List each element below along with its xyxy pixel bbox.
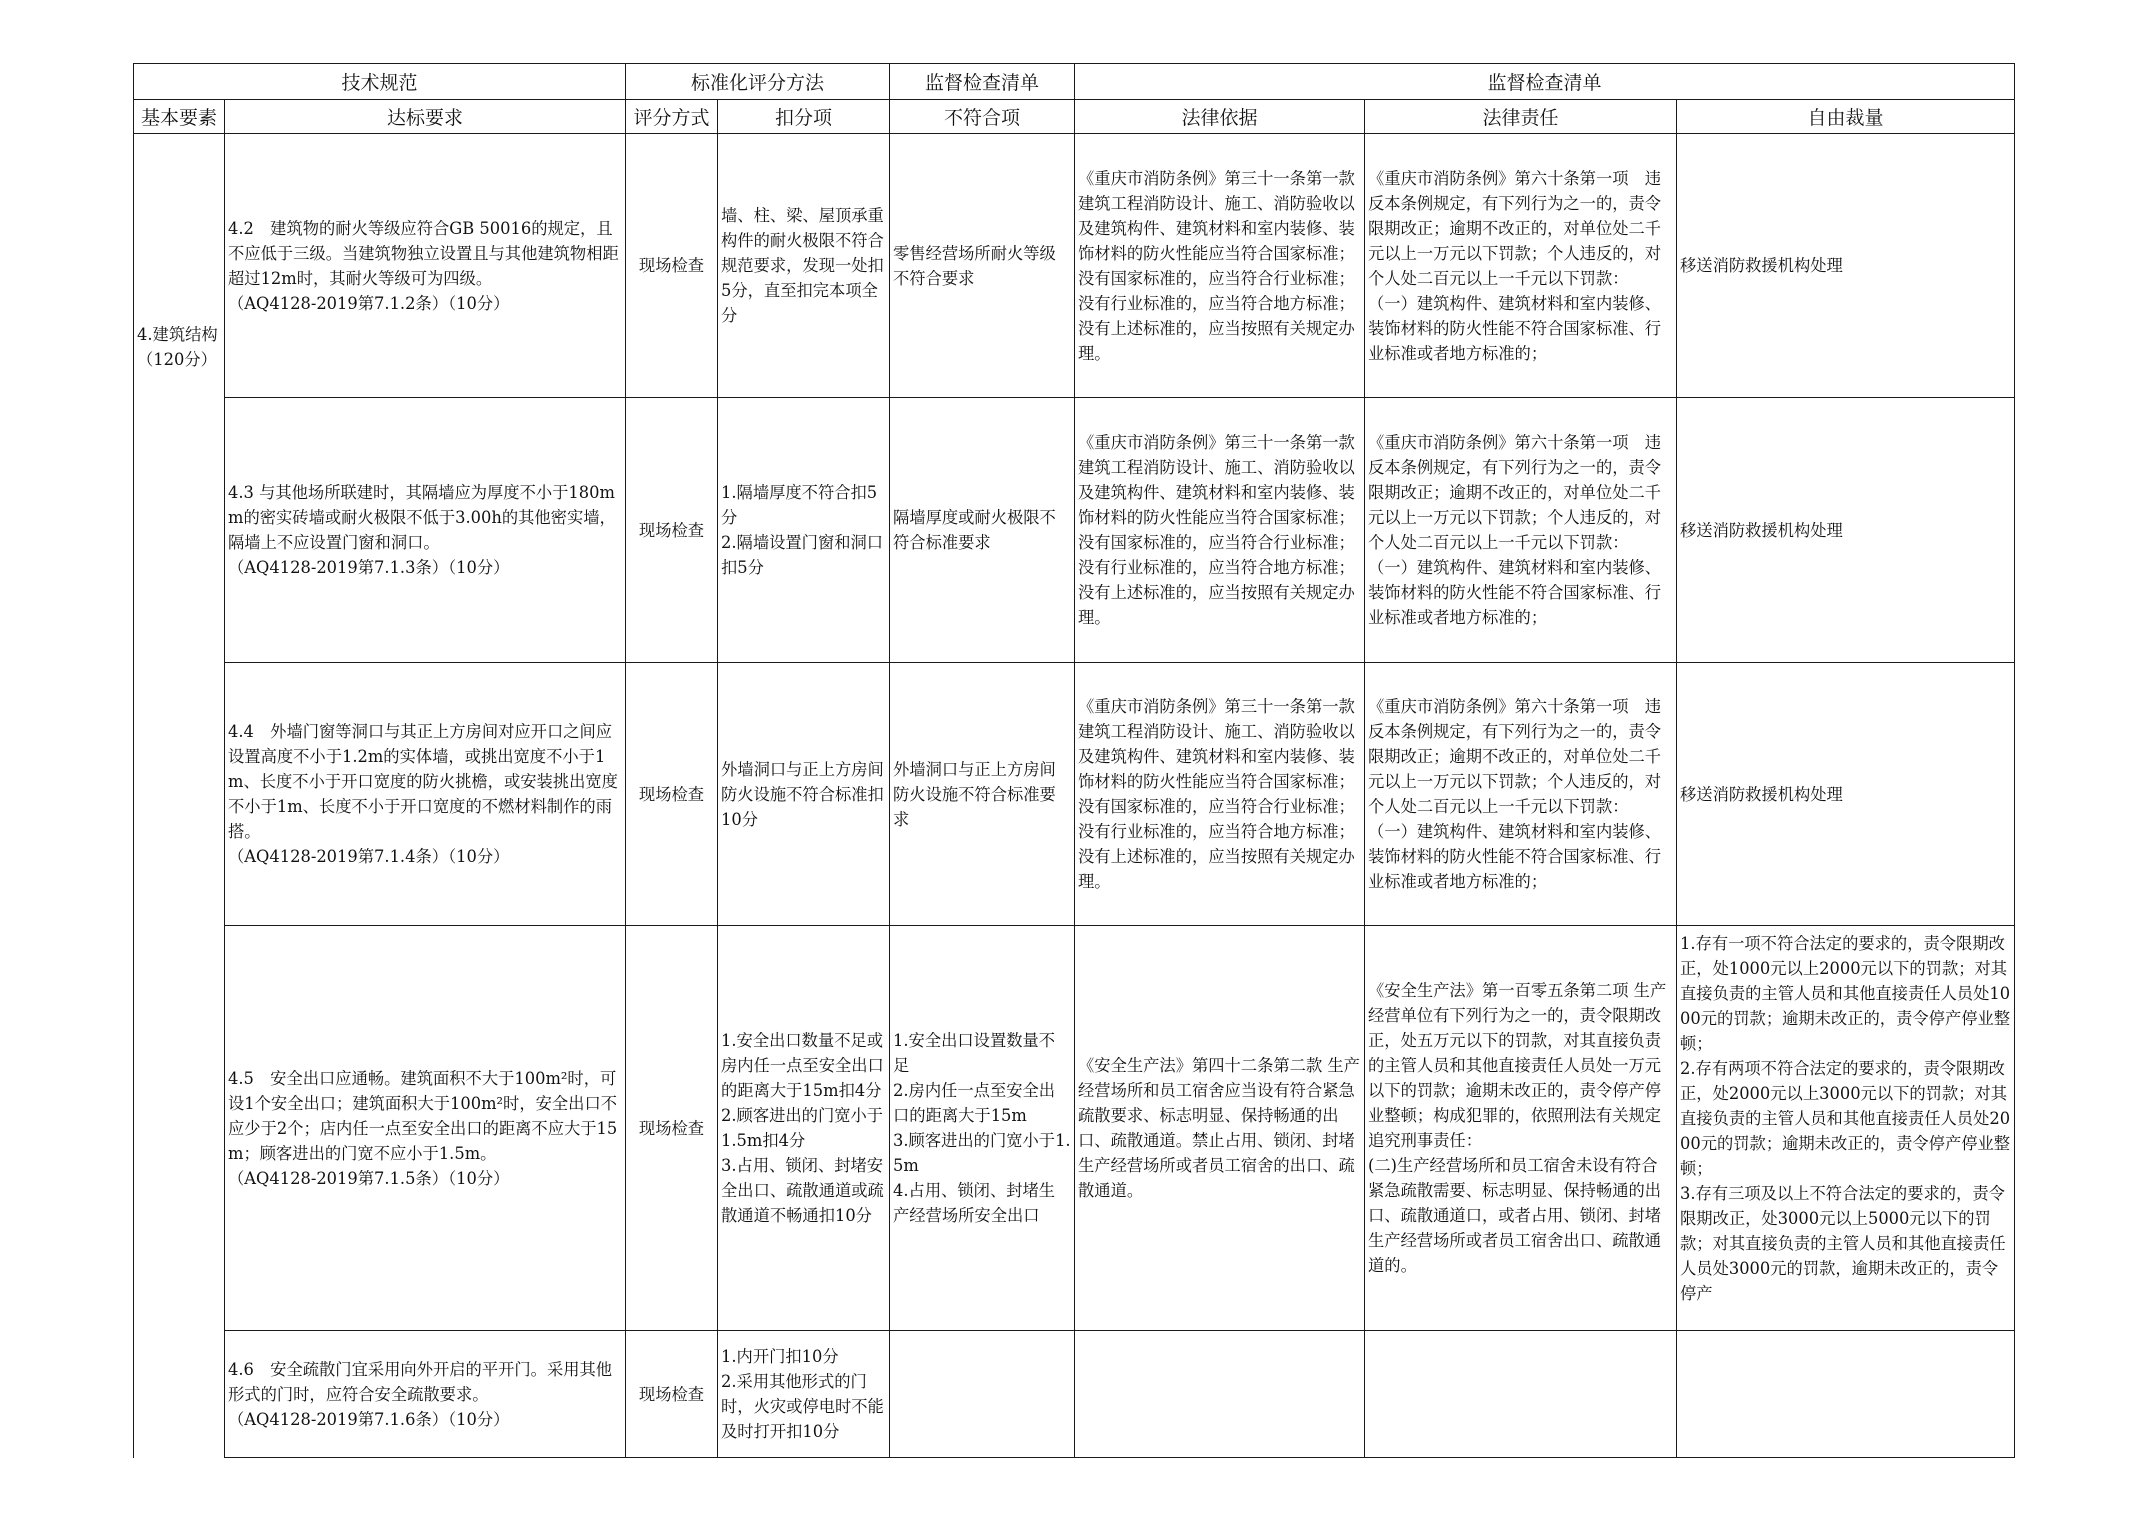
legal-basis-text: 《重庆市消防条例》第三十一条第一款 建筑工程消防设计、施工、消防验收以及建筑构件、建筑材料和室内装修、装饰材料的防火性能应当符合国家标准；没有国家标准的，应当符合行业标准；没有行业标准的，应当符合地方标准；没有上述标准的，应当按照有关规定办理。: [1078, 433, 1355, 627]
deduct-text: 1.内开门扣10分 2.采用其他形式的门时，火灾或停电时不能及时打开扣10分: [721, 1347, 884, 1441]
deduct-text: 1.隔墙厚度不符合扣5分 2.隔墙设置门窗和洞口扣5分: [721, 483, 884, 577]
table-row: [134, 134, 2015, 398]
header-discretion: 自由裁量: [1677, 100, 2015, 134]
header-checklist-a: 监督检查清单: [890, 64, 1075, 100]
basic-element-cell: [134, 134, 225, 1458]
table-row: [134, 1331, 2015, 1458]
discretion-text: 1.存有一项不符合法定的要求的，责令限期改正，处1000元以上2000元以下的罚款；对其直接负责的主管人员和其他直接责任人员处1000元的罚款；逾期未改正的，责令停产停业整顿； 2.存有两项不符合法定的要求的，责令限期改正，处2000元以上3000元以下的罚款；对其直接负责的主管人员和其他直接责任人员处2000元的罚款；逾期未改正的，责令停产停业整顿； 3.存有三项及以上不符合法定的要求的，责令限期改正，处3000元以上5000元以下的罚款；对其直接负责的主管人员和其他直接责任人员处3000元的罚款，逾期未改正的，责令停产: [1680, 934, 2011, 1303]
legal-basis-text: 《重庆市消防条例》第三十一条第一款 建筑工程消防设计、施工、消防验收以及建筑构件、建筑材料和室内装修、装饰材料的防火性能应当符合国家标准；没有国家标准的，应当符合行业标准；没有行业标准的，应当符合地方标准；没有上述标准的，应当按照有关规定办理。: [1078, 697, 1355, 891]
legal-liability-text: 《重庆市消防条例》第六十条第一项 违反本条例规定，有下列行为之一的，责令限期改正；逾期不改正的，对单位处二千元以上一万元以下罚款；个人违反的，对个人处二百元以上一千元以下罚款： （一）建筑构件、建筑材料和室内装修、装饰材料的防火性能不符合国家标准、行业标准或者地方标准的；: [1368, 433, 1662, 627]
discretion-text: 移送消防救援机构处理: [1680, 784, 1843, 804]
noncompliance-text: 隔墙厚度或耐火极限不符合标准要求: [893, 508, 1056, 552]
legal-liability-text: 《重庆市消防条例》第六十条第一项 违反本条例规定，有下列行为之一的，责令限期改正；逾期不改正的，对单位处二千元以上一万元以下罚款；个人违反的，对个人处二百元以上一千元以下罚款： （一）建筑构件、建筑材料和室内装修、装饰材料的防火性能不符合国家标准、行业标准或者地方标准的；: [1368, 168, 1662, 363]
table-row: [134, 663, 2015, 926]
deduct-text: 1.安全出口数量不足或房内任一点至安全出口的距离大于15m扣4分 2.顾客进出的门宽小于1.5m扣4分 3.占用、锁闭、封堵安全出口、疏散通道或疏散通道不畅通扣10分: [721, 1031, 884, 1225]
header-deduct: 扣分项: [718, 100, 890, 134]
inspection-table: [133, 63, 2015, 1458]
header-legal-basis: 法律依据: [1075, 100, 1365, 134]
noncompliance-text: 1.安全出口设置数量不足 2.房内任一点至安全出口的距离大于15m 3.顾客进出的门宽小于1.5m 4.占用、锁闭、封堵生产经营场所安全出口: [893, 1031, 1071, 1225]
legal-basis-text: 《安全生产法》第四十二条第二款 生产经营场所和员工宿舍应当设有符合紧急疏散要求、标志明显、保持畅通的出口、疏散通道。禁止占用、锁闭、封堵生产经营场所或者员工宿舍的出口、疏散通道。: [1078, 1056, 1360, 1200]
header-legal-liability: 法律责任: [1365, 100, 1677, 134]
legal-basis-text: 《重庆市消防条例》第三十一条第一款 建筑工程消防设计、施工、消防验收以及建筑构件、建筑材料和室内装修、装饰材料的防火性能应当符合国家标准；没有国家标准的，应当符合行业标准；没有行业标准的，应当符合地方标准；没有上述标准的，应当按照有关规定办理。: [1078, 168, 1355, 363]
table-row: [134, 398, 2015, 663]
header-basic-element: 基本要素: [134, 100, 225, 134]
method-text: 现场检查: [638, 1118, 705, 1138]
header-method: 评分方式: [626, 100, 718, 134]
deduct-text: 墙、柱、梁、屋顶承重构件的耐火极限不符合规范要求，发现一处扣5分，直至扣完本项全分: [721, 206, 884, 325]
noncompliance-text: 外墙洞口与正上方房间防火设施不符合标准要求: [893, 759, 1056, 829]
method-text: 现场检查: [638, 784, 705, 804]
discretion-text: 移送消防救援机构处理: [1680, 256, 1843, 275]
noncompliance-text: 零售经营场所耐火等级不符合要求: [893, 243, 1056, 288]
header-noncompliance: 不符合项: [890, 100, 1075, 134]
table-row: [134, 926, 2015, 1331]
legal-liability-text: 《重庆市消防条例》第六十条第一项 违反本条例规定，有下列行为之一的，责令限期改正；逾期不改正的，对单位处二千元以上一万元以下罚款；个人违反的，对个人处二百元以上一千元以下罚款： （一）建筑构件、建筑材料和室内装修、装饰材料的防火性能不符合国家标准、行业标准或者地方标准的；: [1368, 697, 1662, 891]
header-scoring-method: 标准化评分方法: [626, 64, 890, 100]
header-checklist-b: 监督检查清单: [1075, 64, 2015, 100]
method-text: 现场检查: [638, 520, 705, 540]
standard-text: 4.2 建筑物的耐火等级应符合GB 50016的规定，且不应低于三级。当建筑物独立设置且与其他建筑物相距超过12m时，其耐火等级可为四级。 （AQ4128-2019第7.1.2条）（10分）: [228, 218, 619, 313]
standard-text: 4.5 安全出口应通畅。建筑面积不大于100m²时，可设1个安全出口；建筑面积大于100m²时，安全出口不应少于2个；店内任一点至安全出口的距离不应大于15m；顾客进出的门宽不应小于1.5m。 （AQ4128-2019第7.1.5条）（10分）: [228, 1068, 618, 1188]
standard-text: 4.6 安全疏散门宜采用向外开启的平开门。采用其他形式的门时，应符合安全疏散要求。 （AQ4128-2019第7.1.6条）（10分）: [228, 1359, 613, 1429]
basic-element-label: 4.建筑结构（120分）: [137, 325, 218, 369]
header-standard: 达标要求: [225, 100, 626, 134]
legal-liability-text: 《安全生产法》第一百零五条第二项 生产经营单位有下列行为之一的，责令限期改正，处五万元以下的罚款，对其直接负责的主管人员和其他直接责任人员处一万元以下的罚款；逾期未改正的，责令停产停业整顿；构成犯罪的，依照刑法有关规定追究刑事责任： (二)生产经营场所和员工宿舍未设有符合紧急疏散需要、标志明显、保持畅通的出口、疏散通道口，或者占用、锁闭、封堵生产经营场所或者员工宿舍出口、疏散通道的。: [1368, 981, 1667, 1275]
standard-text: 4.3 与其他场所联建时，其隔墙应为厚度不小于180mm的密实砖墙或耐火极限不低于3.00h的其他密实墙，隔墙上不应设置门窗和洞口。 （AQ4128-2019第7.1.3条）（10分）: [228, 483, 616, 577]
deduct-text: 外墙洞口与正上方房间防火设施不符合标准扣10分: [721, 759, 884, 829]
header-tech-spec: 技术规范: [134, 64, 626, 100]
method-text: 现场检查: [638, 256, 705, 275]
method-text: 现场检查: [638, 1384, 705, 1404]
standard-text: 4.4 外墙门窗等洞口与其正上方房间对应开口之间应设置高度不小于1.2m的实体墙，或挑出宽度不小于1m、长度不小于开口宽度的防火挑檐，或安装挑出宽度不小于1m、长度不小于开口宽度的不燃材料制作的雨搭。 （AQ4128-2019第7.1.4条）（10分）: [228, 722, 618, 866]
discretion-text: 移送消防救援机构处理: [1680, 520, 1843, 540]
